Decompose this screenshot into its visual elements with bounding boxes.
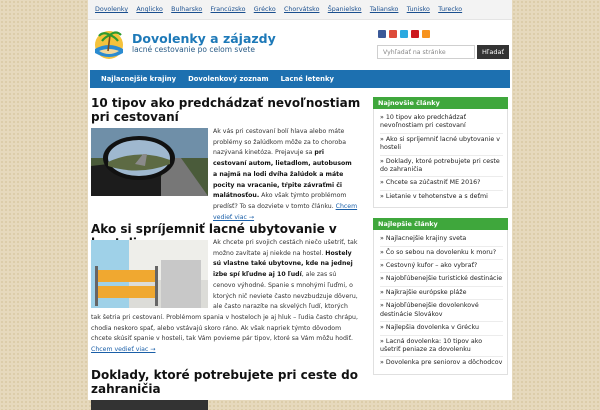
post-image[interactable] xyxy=(91,400,208,410)
sidebar-link[interactable]: » Najobľúbenejšie dovolenkové destinácie Slovákov xyxy=(380,300,503,322)
top-link[interactable]: Španielsko xyxy=(327,6,362,13)
beach-logo-icon[interactable] xyxy=(93,27,125,61)
search-button[interactable]: Hľadať xyxy=(477,45,509,59)
nav-item[interactable]: Dovolenkový zoznam xyxy=(188,75,269,83)
facebook-icon[interactable] xyxy=(378,30,386,38)
sidebar-link[interactable]: » Najlacnejšie krajiny sveta xyxy=(380,233,503,246)
top-link[interactable]: Turecko xyxy=(438,6,463,13)
post xyxy=(91,368,361,410)
top-link[interactable]: Tunisko xyxy=(406,6,430,13)
top-link[interactable]: Dovolenky xyxy=(95,6,129,13)
post xyxy=(91,222,361,368)
post xyxy=(91,96,361,222)
search-input[interactable]: Vyhľadať na stránke xyxy=(377,45,475,59)
google-plus-icon[interactable] xyxy=(389,30,397,38)
sidebar-link[interactable]: » Najlepšia dovolenka v Grécku xyxy=(380,322,503,335)
sidebar-link[interactable]: » Doklady, ktoré potrebujete pri ceste do zahraničia xyxy=(380,156,503,178)
nav-item[interactable]: Najlacnejšie krajiny xyxy=(101,75,177,83)
site-title[interactable]: Dovolenky a zájazdy xyxy=(132,31,276,46)
sidebar-link[interactable]: » Najobľúbenejšie turistické destinácie xyxy=(380,273,503,286)
youtube-icon[interactable] xyxy=(411,30,419,38)
top-link[interactable]: Taliansko xyxy=(369,6,399,13)
read-more-link[interactable]: Chcem vedieť viac → xyxy=(91,346,156,354)
sidebar-link[interactable]: » Chcete sa zúčastniť ME 2016? xyxy=(380,177,503,190)
sidebar-link[interactable]: » Lietanie v tehotenstve a s deťmi xyxy=(380,192,488,200)
sidebar-link[interactable]: » 10 tipov ako predchádzať nevoľnostiam pri cestovaní xyxy=(380,112,503,134)
social-icons xyxy=(378,30,430,38)
main-nav xyxy=(90,70,510,88)
twitter-icon[interactable] xyxy=(400,30,408,38)
rss-icon[interactable] xyxy=(422,30,430,38)
sidebar-link[interactable]: » Dovolenka pre seniorov a dôchodcov xyxy=(380,359,503,367)
sidebar-link[interactable]: » Cestovný kufor – ako vybrať? xyxy=(380,260,503,273)
top-link[interactable]: Francúzsko xyxy=(210,6,246,13)
sidebar-link[interactable]: » Čo so sebou na dovolenku k moru? xyxy=(380,247,503,260)
sidebar-widget-newest xyxy=(373,97,508,208)
post-title[interactable]: 10 tipov ako predchádzať nevoľnostiam pri cestovaní xyxy=(91,96,361,124)
top-link[interactable]: Anglicko xyxy=(136,6,163,13)
post-excerpt: Ak chcete pri svojich cestách niečo ušetriť, tak možno zavítate aj niekde na hostel. Hostely sú vlastne také ubytovne, kde na jednej izbe spí kľudne aj 10 ľudí, ale zas sú cenovo výhodné. Spanie s mnohými ľuďmi, o ktorých nič neviete často nevzbudzuje dôveru, ale často narazíte na skvelých ľudí, ktorých tak šetria pri cestovaní. Problémom spania v hosteloch je aj hluk – ľudia často chrápu, chodia neskoro spať, alebo vstávajú skoro ráno. Ak však napriek týmto dôvodom chcete skúsiť spanie v hosteli, tak Vám povieme pár tipov, ktoré sa Vám môžu hodiť. Chcem vedieť viac → xyxy=(91,239,358,354)
post-title[interactable]: Ako si spríjemniť lacné ubytovanie v xyxy=(91,222,337,236)
site-subtitle: lacné cestovanie po celom svete xyxy=(132,45,255,54)
sidebar xyxy=(373,97,508,375)
read-more-link[interactable]: Chcem vedieť viac → xyxy=(213,202,358,221)
sidebar-widget-best xyxy=(373,218,508,374)
top-link[interactable]: Bulharsko xyxy=(171,6,203,13)
sidebar-link[interactable]: » Lacná dovolenka: 10 tipov ako ušetriť peniaze za dovolenku xyxy=(380,336,503,358)
top-link[interactable]: Chorvátsko xyxy=(284,6,320,13)
top-link[interactable]: Grécko xyxy=(253,6,276,13)
main-content xyxy=(91,96,361,410)
sidebar-link[interactable]: » Najkrajšie európske pláže xyxy=(380,287,503,300)
post-excerpt: Ak vás pri cestovaní bolí hlava alebo máte problémy so žalúdkom môže za to choroba nazývaná kinetóza. Prejavuje sa pri cestovaní autom, lietadlom, autobusom a najmä na lodi dvíha žalúdok a máte pocity na vracanie, tŕpite závraťmi či malátnosťou. Ako však týmto problémom predísť? To sa dozviete v tomto článku. Chcem vedieť viac → xyxy=(213,128,358,221)
top-country-nav xyxy=(88,0,512,20)
widget-heading: Najlepšie články xyxy=(373,218,508,230)
sidebar-link[interactable]: » Ako si spríjemniť lacné ubytovanie v hosteli xyxy=(380,134,503,156)
page-container xyxy=(88,0,512,400)
nav-item[interactable]: Lacné letenky xyxy=(280,75,334,83)
post-title[interactable]: Doklady, ktoré potrebujete pri ceste do zahraničia xyxy=(91,368,358,396)
widget-heading: Najnovšie články xyxy=(373,97,508,109)
car-mirror-image[interactable] xyxy=(91,128,208,196)
